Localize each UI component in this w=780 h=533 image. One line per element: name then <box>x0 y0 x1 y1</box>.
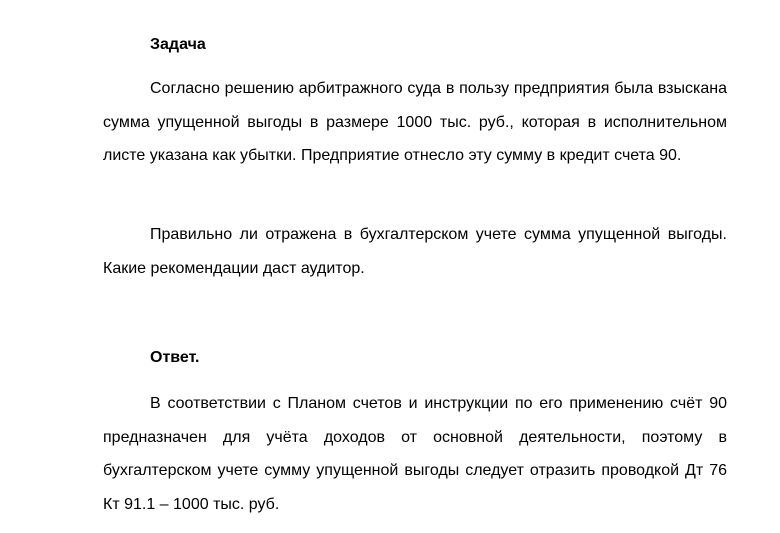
answer-heading: Ответ. <box>150 349 200 366</box>
answer-paragraph-1: В соответствии с Планом счетов и инструкции по его применению счёт 90 предназначен для учёта доходов от основной деятельности, поэтому в бухгалтерском учете сумму упущенной выгоды следует отразить проводкой Дт 76 Кт 91.1 – 1000 тыс. руб. <box>103 395 727 513</box>
task-paragraph-2: Правильно ли отражена в бухгалтерском учете сумма упущенной выгоды. Какие рекомендации даст аудитор. <box>103 226 727 277</box>
task-heading: Задача <box>150 36 206 53</box>
task-paragraph-1: Согласно решению арбитражного суда в пользу предприятия была взыскана сумма упущенной выгоды в размере 1000 тыс. руб., которая в исполнительном листе указана как убытки. Предприятие отнесло эту сумму в кредит счета 90. <box>103 80 727 164</box>
